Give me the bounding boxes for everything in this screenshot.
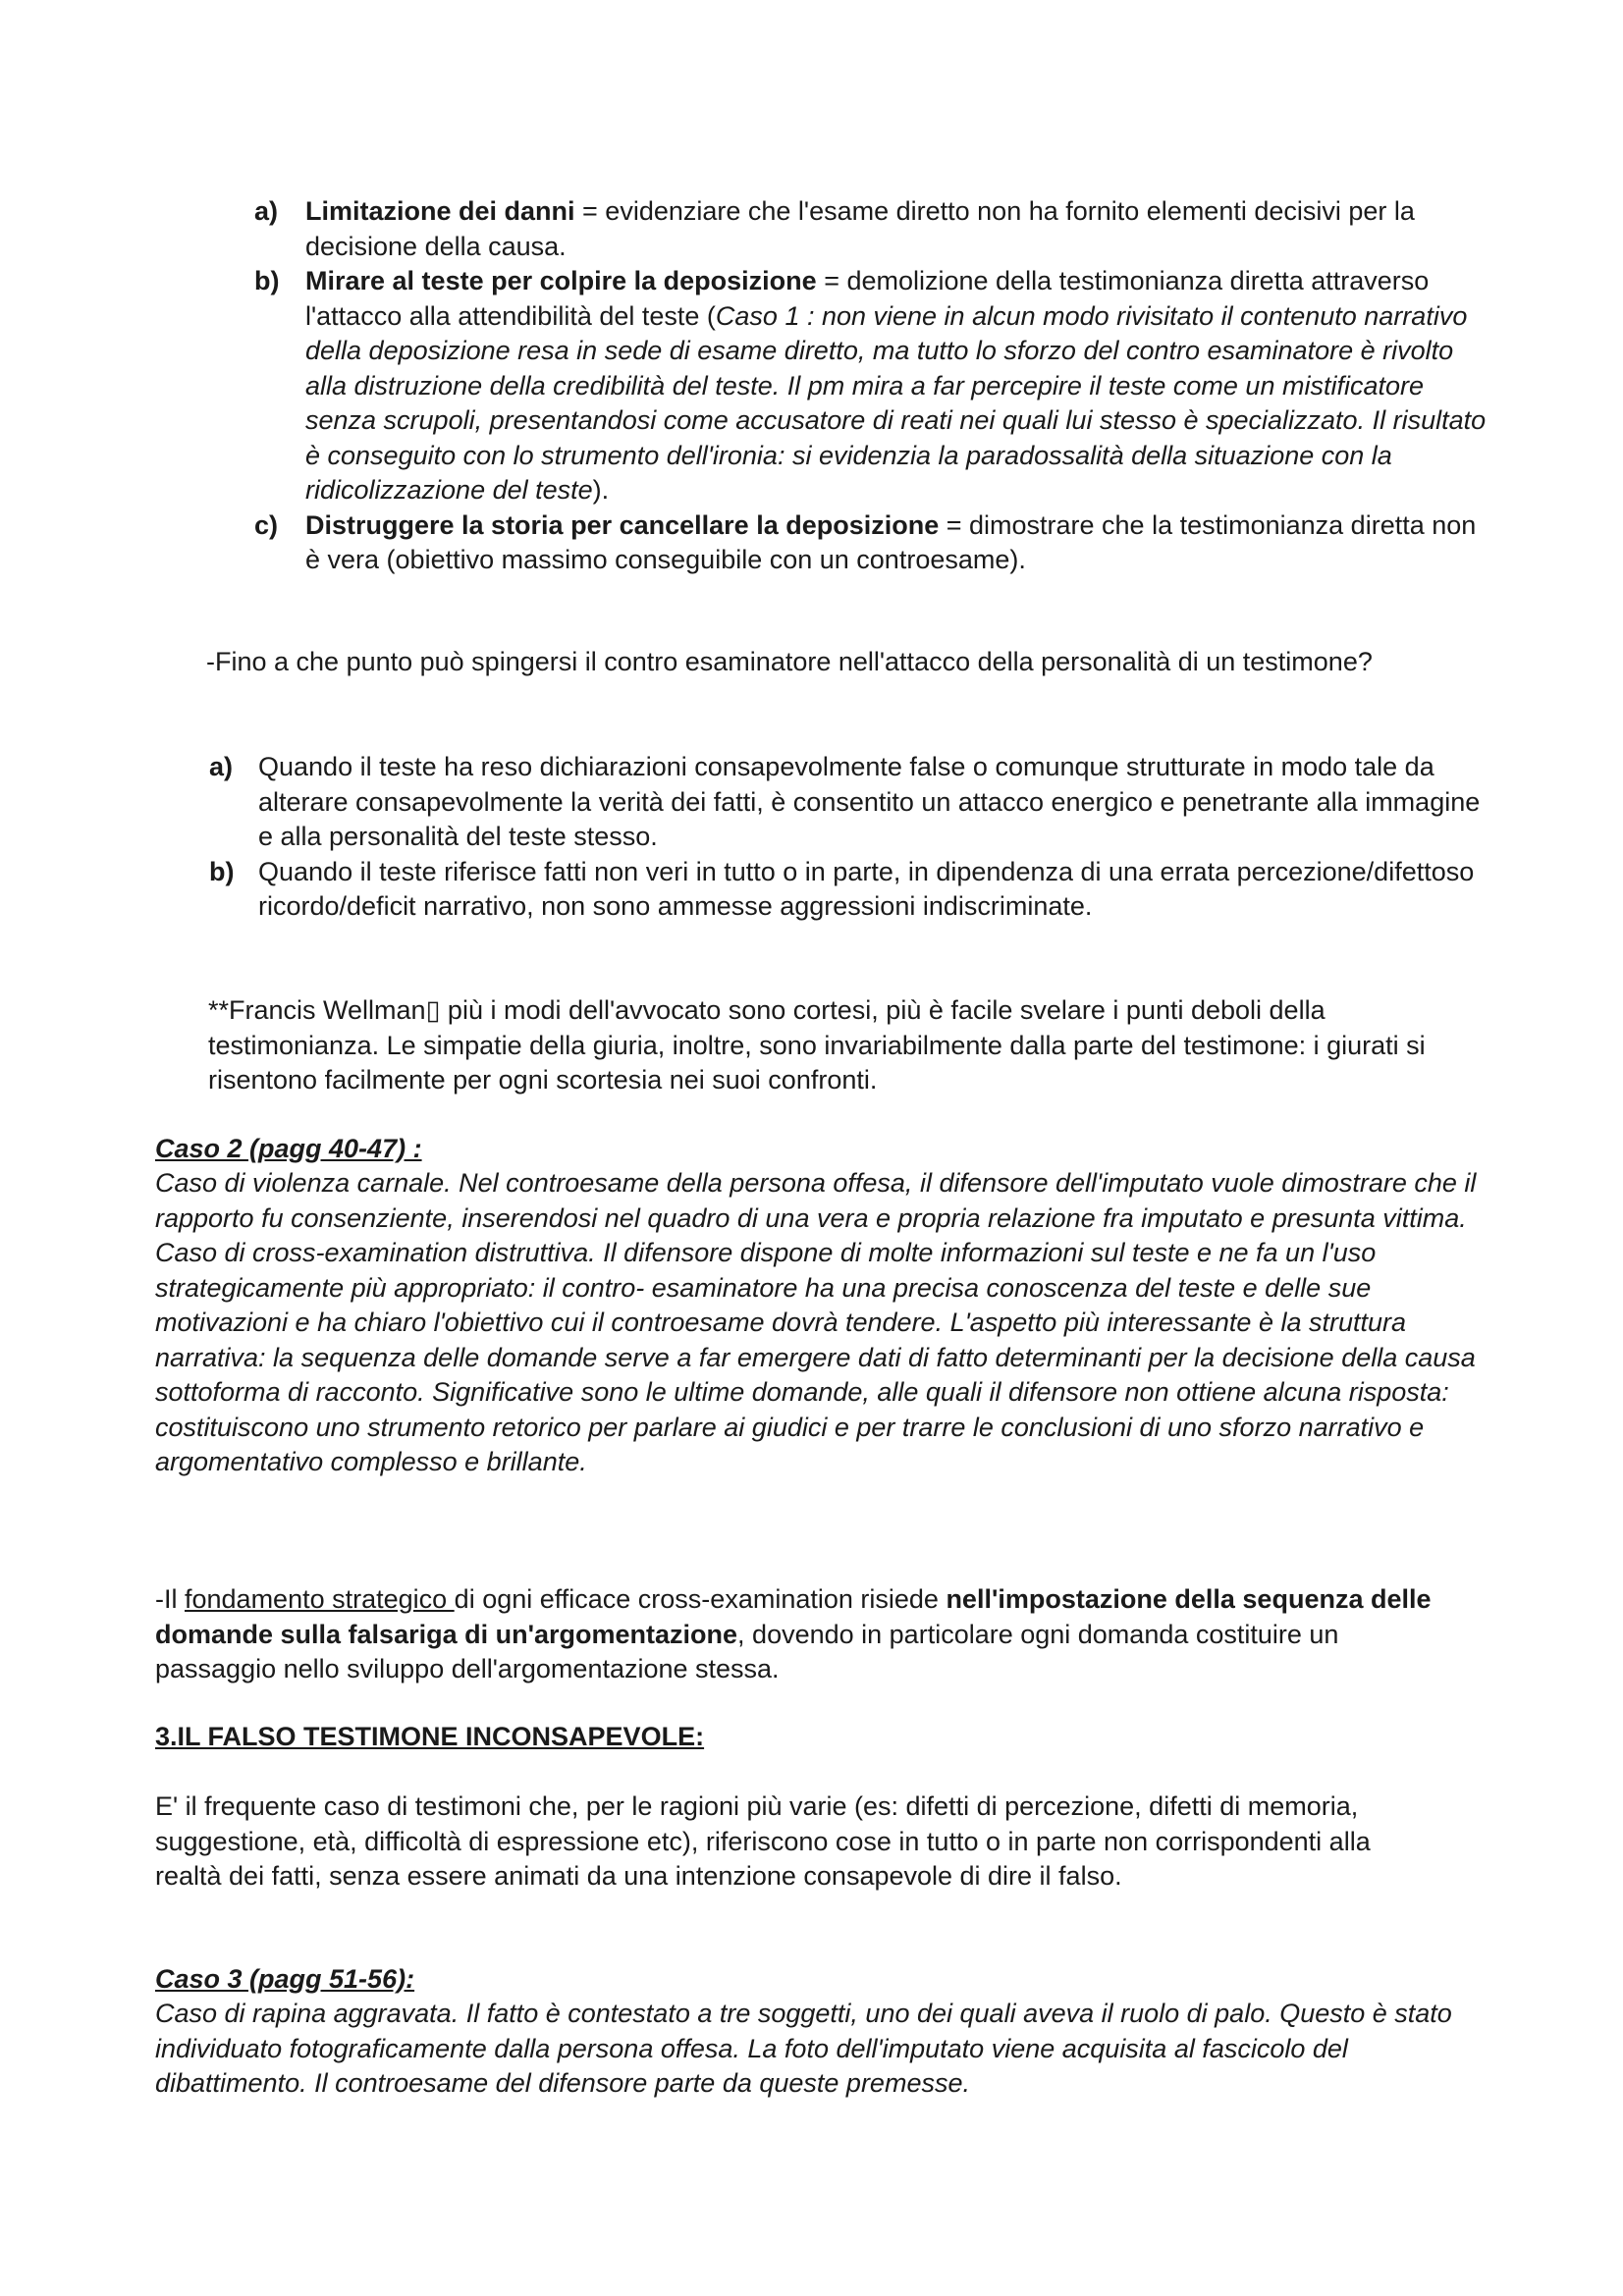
section3-paragraph: E' il frequente caso di testimoni che, per le ragioni più varie (es: difetti di percezione, difetti di memoria, suggestione, età, difficoltà di espressione etc), riferiscono cose in tutto o in parte non corrispondenti alla realtà dei fatti, senza essere animati da una intenzione consapevole di dire il falso. bbox=[155, 1791, 1371, 1891]
fondamento-paragraph bbox=[155, 1582, 1451, 1687]
question-paragraph: -Fino a che punto può spingersi il contro esaminatore nell'attacco della personalità di un testimone? bbox=[206, 647, 1373, 676]
attack-conditions-list bbox=[209, 750, 1486, 925]
fondamento-bold: nell'impostazione della sequenza delle domande sulla falsariga di un'argomentazione bbox=[155, 1584, 1432, 1649]
wellman-paragraph: **Francis Wellman▯ più i modi dell'avvocato sono cortesi, più è facile svelare i punti deboli della testimonianza. Le simpatie della giuria, inoltre, sono invariabilmente dalla parte del testimone: i giurati si risentono facilmente per ogni scortesia nei suoi confronti. bbox=[208, 995, 1426, 1095]
item-text: Quando il teste riferisce fatti non veri in tutto o in parte, in dipendenza di una errata percezione/difettoso ricordo/deficit narrativo, non sono ammesse aggressioni indiscriminate. bbox=[258, 856, 1475, 921]
item-text-end: ). bbox=[592, 475, 610, 505]
caso3-heading: Caso 3 (pagg 51-56): bbox=[155, 1964, 415, 1994]
list-item bbox=[254, 508, 1488, 578]
item-title: Limitazione dei danni bbox=[305, 196, 575, 226]
list-item bbox=[254, 264, 1488, 508]
item-text: = dimostrare che la testimonianza diretta non è vera (obiettivo massimo conseguibile con un controesame). bbox=[305, 509, 1477, 574]
list-item bbox=[209, 750, 1486, 855]
list-item bbox=[254, 194, 1488, 264]
fondamento-middle: di ogni efficace cross-examination risiede bbox=[454, 1584, 947, 1614]
caso2-heading: Caso 2 (pagg 40-47) : bbox=[155, 1134, 422, 1163]
objectives-list bbox=[254, 194, 1488, 578]
list-marker: b) bbox=[209, 856, 235, 886]
list-marker: c) bbox=[254, 509, 279, 540]
list-marker: b) bbox=[254, 266, 280, 295]
item-text: Quando il teste ha reso dichiarazioni consapevolmente false o comunque strutturate in modo tale da alterare consapevolmente la verità dei fatti, è consentito un attacco energico e penetrante alla immagine e alla personalità del teste stesso. bbox=[258, 752, 1481, 851]
item-text: = evidenziare che l'esame diretto non ha fornito elementi decisivi per la decisione della causa. bbox=[305, 196, 1415, 261]
item-title: Distruggere la storia per cancellare la deposizione bbox=[305, 509, 940, 540]
item-italic-text: Caso 1 : non viene in alcun modo rivisitato il contenuto narrativo della deposizione resa in sede di esame diretto, ma tutto lo sforzo del contro esaminatore è rivolto alla distruzione della credibilità del teste. Il pm mira a far percepire il teste come un mistificatore senza scrupoli, presentandosi come accusatore di reati nei quali lui stesso è specializzato. Il risultato è conseguito con lo strumento dell'ironia: si evidenzia la paradossalità della situazione con la ridicolizzazione del teste bbox=[305, 300, 1487, 505]
caso3-paragraph: Caso di rapina aggravata. Il fatto è contestato a tre soggetti, uno dei quali aveva il ruolo di palo. Questo è stato individuato fotograficamente dalla persona offesa. La foto dell'imputato viene acquisita al fascicolo del dibattimento. Il controesame del difensore parte da queste premesse. bbox=[155, 1999, 1452, 2098]
fondamento-underlined: fondamento strategico bbox=[185, 1584, 455, 1614]
item-title: Mirare al teste per colpire la deposizione bbox=[305, 266, 817, 295]
item-text: = demolizione della testimonianza diretta attraverso l'attacco alla attendibilità del teste ( bbox=[305, 266, 1430, 331]
fondamento-suffix: , dovendo in particolare ogni domanda costituire un passaggio nello sviluppo dell'argomentazione stessa. bbox=[155, 1619, 1339, 1683]
list-marker: a) bbox=[209, 752, 234, 781]
section3-title: 3.IL FALSO TESTIMONE INCONSAPEVOLE: bbox=[155, 1722, 705, 1751]
list-item bbox=[209, 855, 1486, 925]
list-marker: a) bbox=[254, 196, 279, 226]
fondamento-prefix: -Il bbox=[155, 1584, 185, 1614]
caso2-paragraph: Caso di violenza carnale. Nel controesame della persona offesa, il difensore dell'imputato vuole dimostrare che il rapporto fu consenziente, inserendosi nel quadro di una vera e propria relazione fra imputato e presunta vittima. Caso di cross-examination distruttiva. Il difensore dispone di molte informazioni sul teste e ne fa un l'uso strategicamente più appropriato: il contro- esaminatore ha una precisa conoscenza del teste e delle sue motivazioni e ha chiaro l'obiettivo cui il controesame dovrà tendere. L'aspetto più interessante è la struttura narrativa: la sequenza delle domande serve a far emergere dati di fatto determinanti per la decisione della causa sottoforma di racconto. Significative sono le ultime domande, alle quali il difensore non ottiene alcuna risposta: costituiscono uno strumento retorico per parlare ai giudici e per trarre le conclusioni di uno sforzo narrativo e argomentativo complesso e brillante. bbox=[155, 1168, 1477, 1476]
